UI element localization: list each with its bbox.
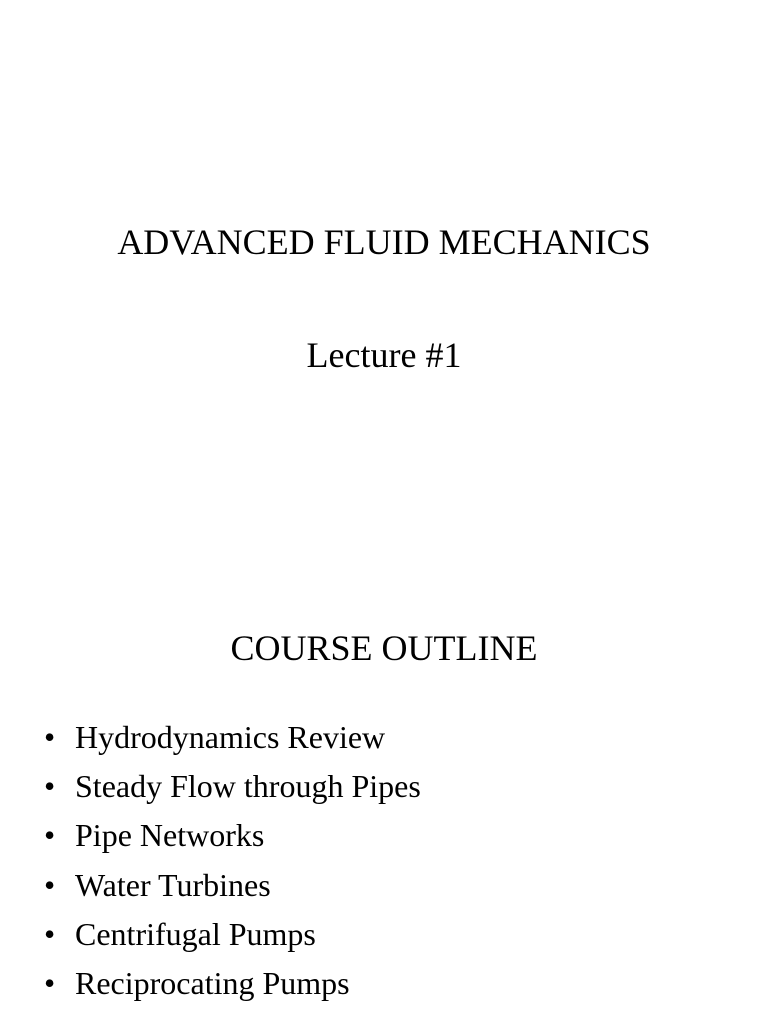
- bullet-icon: •: [44, 915, 56, 952]
- outline-item: [44, 713, 421, 762]
- outline-item-label: Pipe Networks: [75, 817, 265, 854]
- slide-title: ADVANCED FLUID MECHANICS: [117, 222, 651, 262]
- course-outline-heading: COURSE OUTLINE: [230, 628, 538, 668]
- bullet-icon: •: [44, 719, 56, 755]
- outline-item: [44, 762, 421, 811]
- bullet-icon: •: [44, 866, 56, 903]
- outline-item-label: Centrifugal Pumps: [75, 915, 316, 952]
- outline-item-label: Water Turbines: [75, 866, 271, 903]
- outline-item: [44, 959, 421, 1008]
- bullet-icon: •: [44, 768, 56, 805]
- lecture-number: Lecture #1: [306, 335, 462, 375]
- course-outline-list: [44, 713, 421, 1008]
- outline-item-label: Steady Flow through Pipes: [75, 768, 421, 805]
- outline-item-label: Hydrodynamics Review: [75, 719, 386, 755]
- outline-item: [44, 811, 421, 860]
- outline-item: [44, 910, 421, 959]
- bullet-icon: •: [44, 965, 56, 1002]
- outline-item: [44, 861, 421, 910]
- outline-item-label: Reciprocating Pumps: [75, 965, 350, 1002]
- bullet-icon: •: [44, 817, 56, 854]
